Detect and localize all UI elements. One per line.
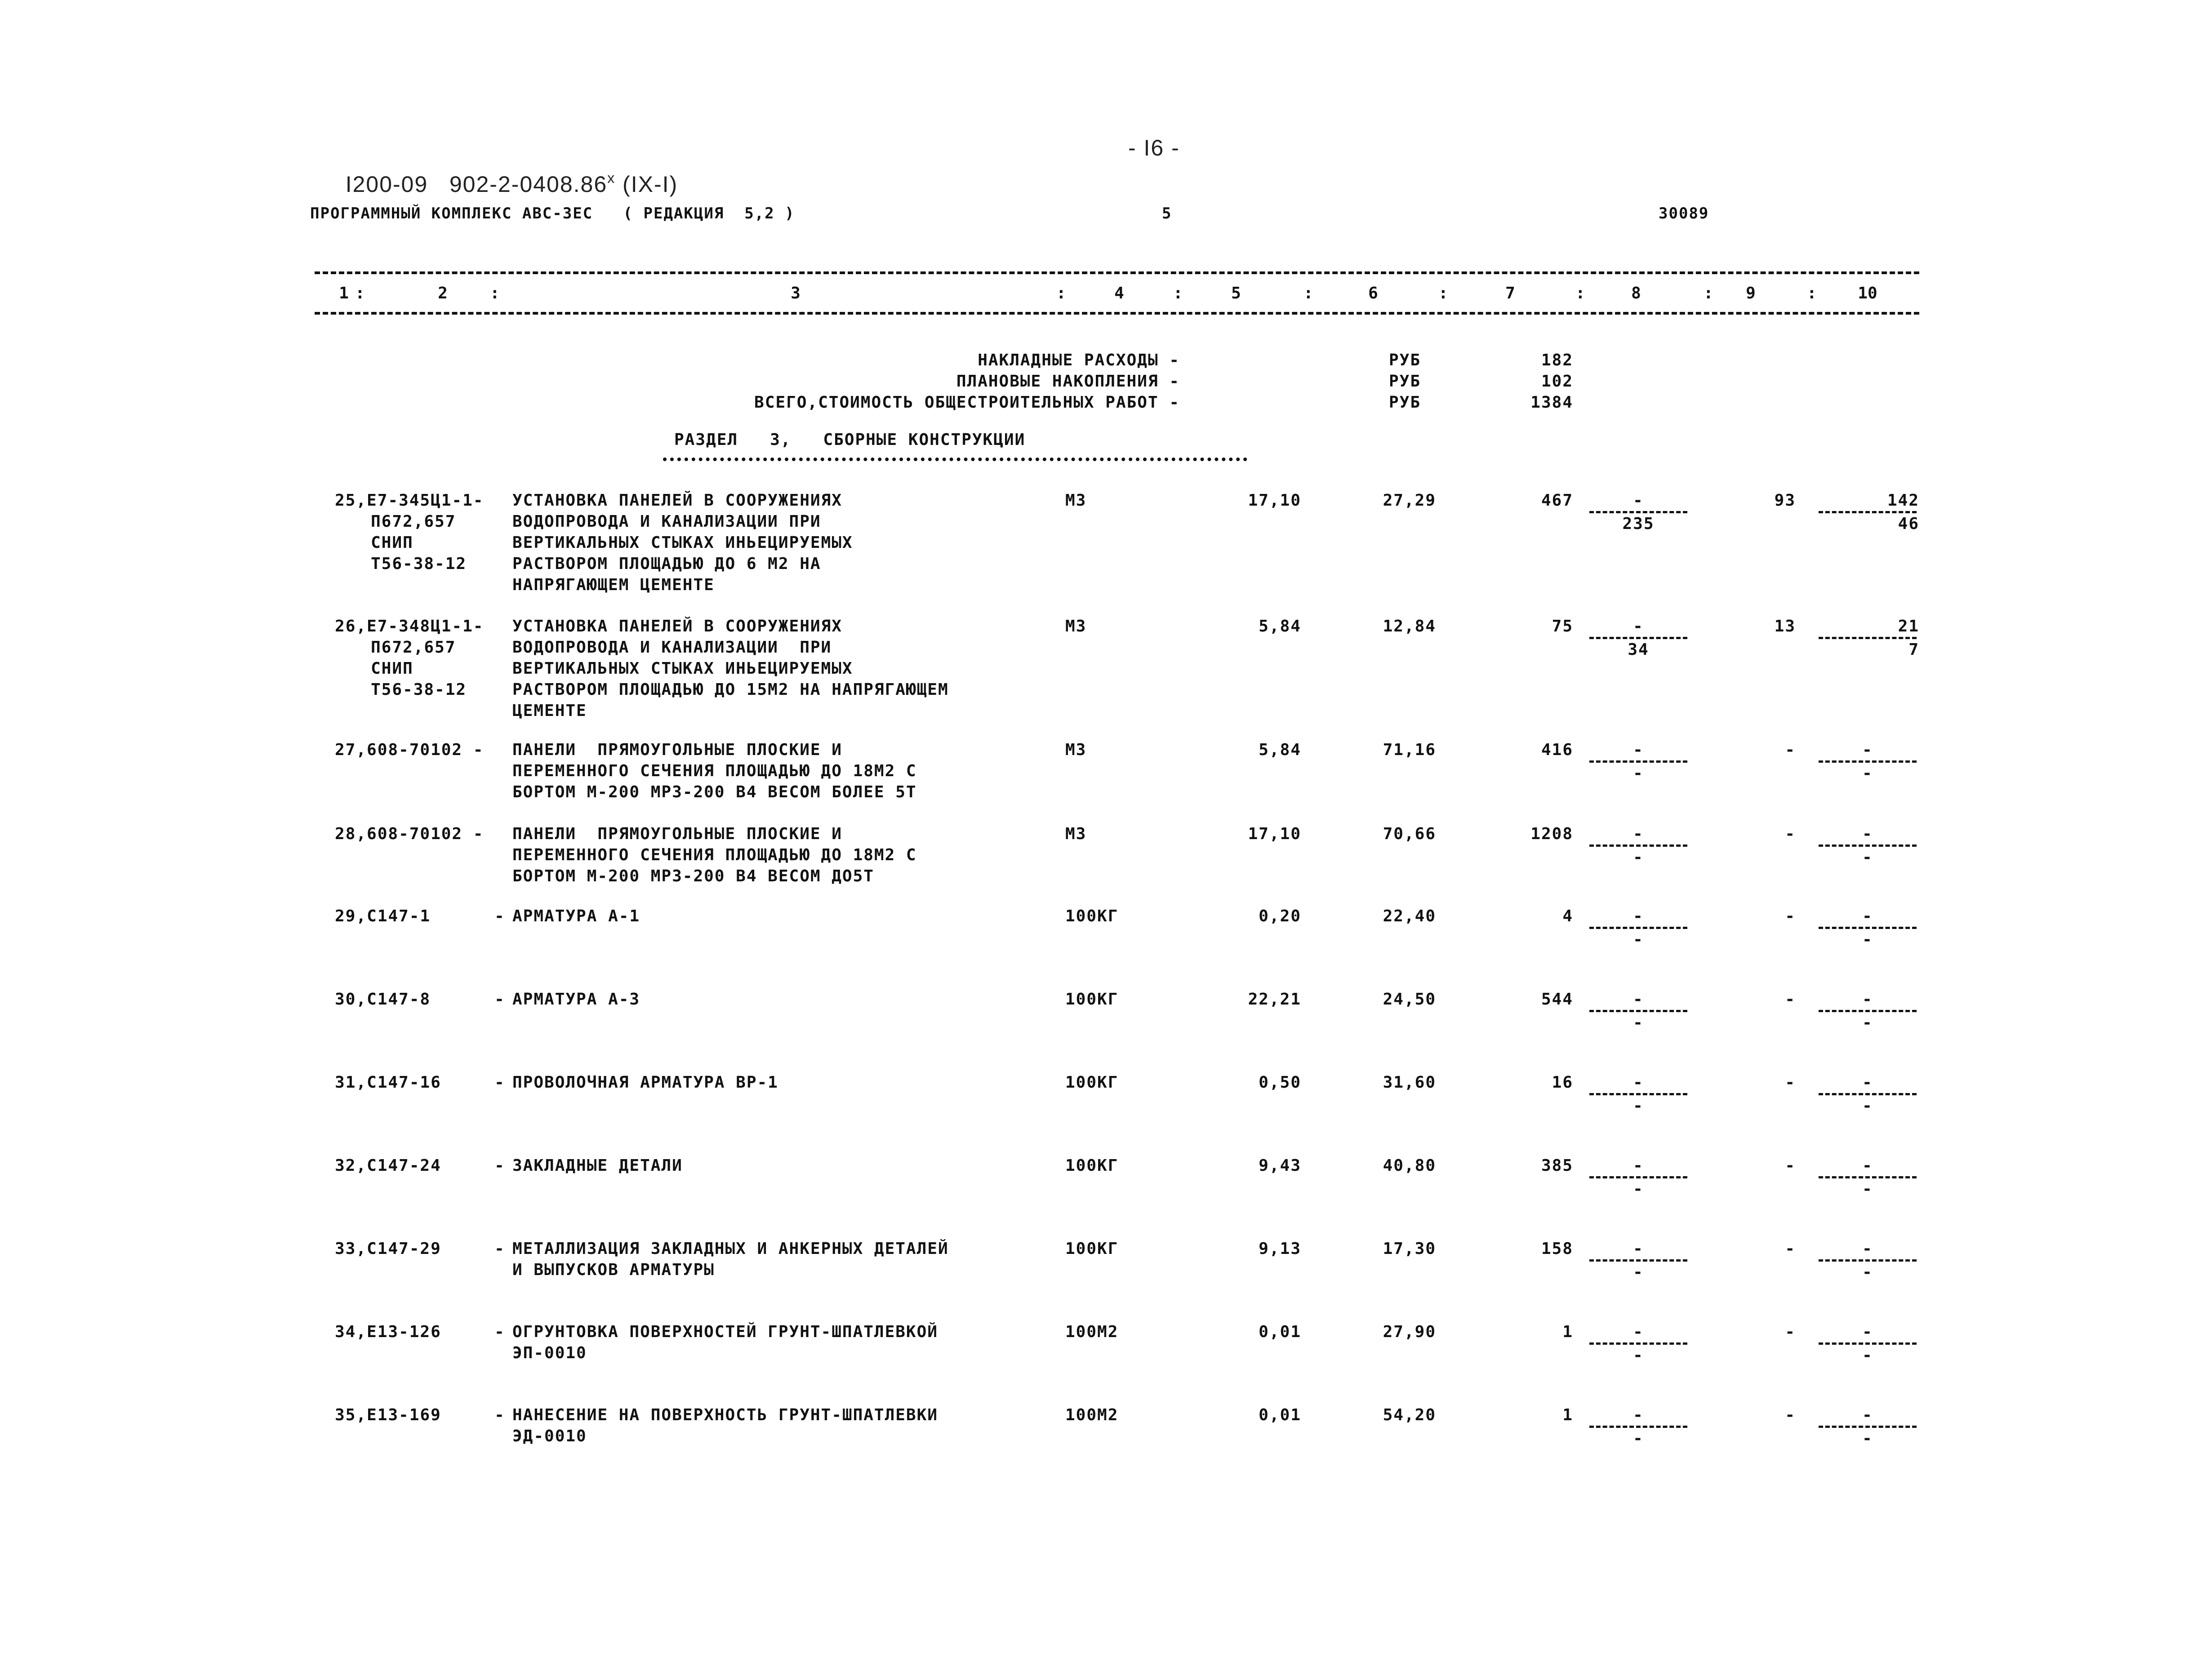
column-8-bottom: - — [1633, 1346, 1644, 1364]
column-10-bottom: 7 — [1908, 640, 1919, 659]
item-description: РАСТВОРОМ ПЛОЩАДЬЮ ДО 6 М2 НА — [512, 555, 821, 573]
item-total: 4 — [1562, 907, 1573, 925]
item-code: 29,С147-1 - — [335, 907, 505, 925]
column-8-top: - — [1633, 1406, 1644, 1424]
total-label: НАКЛАДНЫЕ РАСХОДЫ - — [978, 351, 1180, 369]
column-10-bottom: - — [1862, 848, 1873, 867]
item-total: 416 — [1541, 741, 1573, 759]
item-quantity: 0,50 — [1259, 1073, 1301, 1092]
column-number-5: 5 — [1231, 284, 1241, 302]
item-total: 1 — [1562, 1406, 1573, 1424]
column-8-top: - — [1633, 1156, 1644, 1175]
item-unit: 100КГ — [1065, 1240, 1119, 1258]
column-9-value: - — [1785, 990, 1796, 1009]
column-9-value: - — [1785, 1073, 1796, 1092]
total-unit: РУБ — [1389, 351, 1421, 369]
item-reference: П672,657 — [371, 638, 456, 657]
item-description: ВОДОПРОВОДА И КАНАЛИЗАЦИИ ПРИ — [512, 512, 821, 531]
column-10-top: - — [1862, 990, 1873, 1009]
total-unit: РУБ — [1389, 393, 1421, 412]
item-unit: М3 — [1065, 825, 1087, 843]
item-unit: 100М2 — [1065, 1323, 1119, 1341]
column-10-bottom: - — [1862, 1180, 1873, 1198]
item-unit: 100КГ — [1065, 1156, 1119, 1175]
column-8-bottom: - — [1633, 848, 1644, 867]
column-10-fraction — [1816, 616, 1919, 660]
item-code: 35,Е13-169 - — [335, 1406, 505, 1424]
column-10-top: - — [1862, 907, 1873, 925]
column-8-bottom: - — [1633, 930, 1644, 949]
doc-id-code: 30089 — [1659, 204, 1709, 222]
item-description: БОРТОМ М-200 МРЗ-200 В4 ВЕСОМ ДО5Т — [512, 867, 874, 885]
item-unit: 100М2 — [1065, 1406, 1119, 1424]
total-label: ПЛАНОВЫЕ НАКОПЛЕНИЯ - — [956, 372, 1180, 391]
item-unit-price: 70,66 — [1383, 825, 1436, 843]
item-quantity: 0,01 — [1259, 1406, 1301, 1424]
column-8-bottom: - — [1633, 1263, 1644, 1281]
item-unit-price: 31,60 — [1383, 1073, 1436, 1092]
item-description: ЦЕМЕНТЕ — [512, 702, 587, 720]
item-total: 158 — [1541, 1240, 1573, 1258]
item-code: 33,С147-29 - — [335, 1240, 505, 1258]
column-separator: : — [490, 284, 500, 302]
column-9-value: 13 — [1774, 617, 1796, 636]
section-title: РАЗДЕЛ 3, СБОРНЫЕ КОНСТРУКЦИИ — [674, 431, 1026, 449]
column-10-top: - — [1862, 1156, 1873, 1175]
item-unit: М3 — [1065, 617, 1087, 636]
column-10-top: 142 — [1887, 491, 1919, 510]
column-10-bottom: - — [1862, 1346, 1873, 1364]
column-number-3: 3 — [791, 284, 801, 302]
column-8-fraction — [1587, 1238, 1690, 1283]
item-description: ВОДОПРОВОДА И КАНАЛИЗАЦИИ ПРИ — [512, 638, 832, 657]
item-quantity: 22,21 — [1248, 990, 1301, 1009]
item-reference: СНИП — [371, 659, 414, 678]
item-unit-price: 22,40 — [1383, 907, 1436, 925]
item-code: 27,608-70102 - — [335, 741, 484, 759]
column-10-fraction — [1816, 989, 1919, 1033]
column-10-fraction — [1816, 1072, 1919, 1116]
item-quantity: 5,84 — [1259, 741, 1301, 759]
column-number-4: 4 — [1114, 284, 1124, 302]
item-total: 1208 — [1530, 825, 1573, 843]
item-unit-price: 27,29 — [1383, 491, 1436, 510]
column-separator: : — [355, 284, 365, 302]
column-10-bottom: - — [1862, 1097, 1873, 1115]
item-unit-price: 71,16 — [1383, 741, 1436, 759]
column-9-value: - — [1785, 907, 1796, 925]
column-10-bottom: - — [1862, 1429, 1873, 1448]
item-quantity: 9,13 — [1259, 1240, 1301, 1258]
item-description: ЗАКЛАДНЫЕ ДЕТАЛИ — [512, 1156, 683, 1175]
column-10-fraction — [1816, 1155, 1919, 1200]
item-unit-price: 17,30 — [1383, 1240, 1436, 1258]
item-quantity: 9,43 — [1259, 1156, 1301, 1175]
item-unit: 100КГ — [1065, 990, 1119, 1009]
column-10-bottom: - — [1862, 1013, 1873, 1032]
column-8-top: - — [1633, 907, 1644, 925]
doc-superscript: x — [607, 170, 616, 186]
item-total: 385 — [1541, 1156, 1573, 1175]
total-label: ВСЕГО,СТОИМОСТЬ ОБЩЕСТРОИТЕЛЬНЫХ РАБОТ - — [754, 393, 1180, 412]
item-description: ЭД-0010 — [512, 1427, 587, 1445]
item-unit: М3 — [1065, 741, 1087, 759]
section-underline — [663, 458, 1247, 461]
column-10-fraction — [1816, 739, 1919, 784]
item-description: ПРОВОЛОЧНАЯ АРМАТУРА ВР-1 — [512, 1073, 778, 1092]
item-quantity: 0,01 — [1259, 1323, 1301, 1341]
item-description: ВЕРТИКАЛЬНЫХ СТЫКАХ ИНЬЕЦИРУЕМЫХ — [512, 533, 853, 552]
total-value: 102 — [1541, 372, 1573, 391]
item-code: 34,Е13-126 - — [335, 1323, 505, 1341]
column-separator: : — [1575, 284, 1585, 302]
column-8-fraction — [1587, 1404, 1690, 1449]
item-unit-price: 12,84 — [1383, 617, 1436, 636]
item-unit-price: 27,90 — [1383, 1323, 1436, 1341]
item-code: 32,С147-24 - — [335, 1156, 505, 1175]
table-header-rule — [315, 312, 1919, 315]
item-description: УСТАНОВКА ПАНЕЛЕЙ В СООРУЖЕНИЯХ — [512, 617, 842, 636]
item-description: МЕТАЛЛИЗАЦИЯ ЗАКЛАДНЫХ И АНКЕРНЫХ ДЕТАЛЕЙ — [512, 1240, 949, 1258]
item-reference: Т56-38-12 — [371, 680, 467, 699]
column-8-bottom: - — [1633, 1097, 1644, 1115]
page-number: - I6 - — [1128, 135, 1180, 160]
column-number-8: 8 — [1631, 284, 1641, 302]
column-8-bottom: - — [1633, 1013, 1644, 1032]
column-number-10: 10 — [1858, 284, 1877, 302]
item-quantity: 5,84 — [1259, 617, 1301, 636]
column-10-bottom: - — [1862, 764, 1873, 782]
column-8-bottom: 34 — [1628, 640, 1649, 659]
column-10-top: - — [1862, 1323, 1873, 1341]
column-number-9: 9 — [1746, 284, 1756, 302]
item-description: ПЕРЕМЕННОГО СЕЧЕНИЯ ПЛОЩАДЬЮ ДО 18М2 С — [512, 762, 917, 780]
column-8-fraction — [1587, 490, 1690, 534]
sheet-number: 5 — [1162, 204, 1172, 222]
column-8-bottom: - — [1633, 764, 1644, 782]
column-8-top: - — [1633, 825, 1644, 843]
item-unit: 100КГ — [1065, 1073, 1119, 1092]
item-total: 75 — [1552, 617, 1573, 636]
column-9-value: - — [1785, 1156, 1796, 1175]
column-10-top: - — [1862, 825, 1873, 843]
column-10-fraction — [1816, 490, 1919, 534]
column-8-top: - — [1633, 1323, 1644, 1341]
column-10-top: - — [1862, 1073, 1873, 1092]
column-9-value: - — [1785, 741, 1796, 759]
item-description: ПАНЕЛИ ПРЯМОУГОЛЬНЫЕ ПЛОСКИЕ И — [512, 741, 842, 759]
item-reference: П672,657 — [371, 512, 456, 531]
column-10-top: - — [1862, 741, 1873, 759]
column-8-bottom: - — [1633, 1180, 1644, 1198]
item-total: 467 — [1541, 491, 1573, 510]
column-10-fraction — [1816, 906, 1919, 950]
doc-code: I200-09 — [345, 172, 428, 197]
column-8-fraction — [1587, 1155, 1690, 1200]
column-8-top: - — [1633, 1073, 1644, 1092]
item-description: И ВЫПУСКОВ АРМАТУРЫ — [512, 1261, 715, 1279]
column-8-bottom: 235 — [1622, 515, 1655, 533]
item-code: 26,Е7-348Ц1-1- — [335, 617, 484, 636]
column-9-value: - — [1785, 1240, 1796, 1258]
column-8-fraction — [1587, 739, 1690, 784]
item-code: 31,С147-16 - — [335, 1073, 505, 1092]
item-unit-price: 54,20 — [1383, 1406, 1436, 1424]
column-10-bottom: - — [1862, 1263, 1873, 1281]
total-unit: РУБ — [1389, 372, 1421, 391]
column-separator: : — [1056, 284, 1066, 302]
item-unit: М3 — [1065, 491, 1087, 510]
column-separator: : — [1807, 284, 1817, 302]
item-description: НАПРЯГАЮЩЕМ ЦЕМЕНТЕ — [512, 576, 715, 594]
column-8-top: - — [1633, 990, 1644, 1009]
item-quantity: 0,20 — [1259, 907, 1301, 925]
column-10-bottom: - — [1862, 930, 1873, 949]
column-separator: : — [1303, 284, 1313, 302]
total-value: 1384 — [1530, 393, 1573, 412]
item-description: ПАНЕЛИ ПРЯМОУГОЛЬНЫЕ ПЛОСКИЕ И — [512, 825, 842, 843]
column-9-value: - — [1785, 1323, 1796, 1341]
program-line: ПРОГРАММНЫЙ КОМПЛЕКС АВС-3ЕС ( РЕДАКЦИЯ 5,2 ) — [310, 204, 795, 222]
column-8-top: - — [1633, 491, 1644, 510]
column-number-6: 6 — [1368, 284, 1378, 302]
column-number-2: 2 — [438, 284, 448, 302]
doc-part: (IX-I) — [623, 172, 678, 197]
item-description: АРМАТУРА А-3 — [512, 990, 641, 1009]
column-10-fraction — [1816, 1321, 1919, 1366]
column-9-value: - — [1785, 825, 1796, 843]
column-9-value: 93 — [1774, 491, 1796, 510]
item-description: ЭП-0010 — [512, 1344, 587, 1362]
item-description: РАСТВОРОМ ПЛОЩАДЬЮ ДО 15М2 НА НАПРЯГАЮЩЕМ — [512, 680, 949, 699]
item-unit: 100КГ — [1065, 907, 1119, 925]
item-description: БОРТОМ М-200 МРЗ-200 В4 ВЕСОМ БОЛЕЕ 5Т — [512, 783, 917, 801]
column-10-top: - — [1862, 1240, 1873, 1258]
total-value: 182 — [1541, 351, 1573, 369]
column-8-bottom: - — [1633, 1429, 1644, 1448]
item-description: НАНЕСЕНИЕ НА ПОВЕРХНОСТЬ ГРУНТ-ШПАТЛЕВКИ — [512, 1406, 938, 1424]
column-10-top: - — [1862, 1406, 1873, 1424]
item-code: 25,Е7-345Ц1-1- — [335, 491, 484, 510]
column-10-bottom: 46 — [1898, 515, 1919, 533]
column-10-fraction — [1816, 1238, 1919, 1283]
item-quantity: 17,10 — [1248, 491, 1301, 510]
column-number-1: 1 — [339, 284, 349, 302]
item-quantity: 17,10 — [1248, 825, 1301, 843]
column-8-fraction — [1587, 906, 1690, 950]
column-10-top: 21 — [1898, 617, 1919, 636]
column-8-top: - — [1633, 1240, 1644, 1258]
item-reference: Т56-38-12 — [371, 555, 467, 573]
column-8-fraction — [1587, 989, 1690, 1033]
item-description: ПЕРЕМЕННОГО СЕЧЕНИЯ ПЛОЩАДЬЮ ДО 18М2 С — [512, 846, 917, 864]
column-10-fraction — [1816, 823, 1919, 868]
column-8-fraction — [1587, 1321, 1690, 1366]
column-8-fraction — [1587, 1072, 1690, 1116]
item-description: УСТАНОВКА ПАНЕЛЕЙ В СООРУЖЕНИЯХ — [512, 491, 842, 510]
column-separator: : — [1704, 284, 1713, 302]
item-code: 28,608-70102 - — [335, 825, 484, 843]
column-separator: : — [1438, 284, 1448, 302]
table-top-rule — [315, 271, 1919, 274]
column-8-fraction — [1587, 823, 1690, 868]
item-description: ОГРУНТОВКА ПОВЕРХНОСТЕЙ ГРУНТ-ШПАТЛЕВКОЙ — [512, 1323, 938, 1341]
column-number-7: 7 — [1505, 284, 1515, 302]
item-description: ВЕРТИКАЛЬНЫХ СТЫКАХ ИНЬЕЦИРУЕМЫХ — [512, 659, 853, 678]
column-8-top: - — [1633, 617, 1644, 636]
item-total: 16 — [1552, 1073, 1573, 1092]
column-10-fraction — [1816, 1404, 1919, 1449]
item-unit-price: 24,50 — [1383, 990, 1436, 1009]
item-total: 1 — [1562, 1323, 1573, 1341]
item-code: 30,С147-8 - — [335, 990, 505, 1009]
item-unit-price: 40,80 — [1383, 1156, 1436, 1175]
column-separator: : — [1173, 284, 1183, 302]
column-9-value: - — [1785, 1406, 1796, 1424]
doc-number: 902-2-0408.86 — [449, 172, 608, 197]
item-description: АРМАТУРА А-1 — [512, 907, 641, 925]
column-8-top: - — [1633, 741, 1644, 759]
item-total: 544 — [1541, 990, 1573, 1009]
column-8-fraction — [1587, 616, 1690, 660]
item-reference: СНИП — [371, 533, 414, 552]
